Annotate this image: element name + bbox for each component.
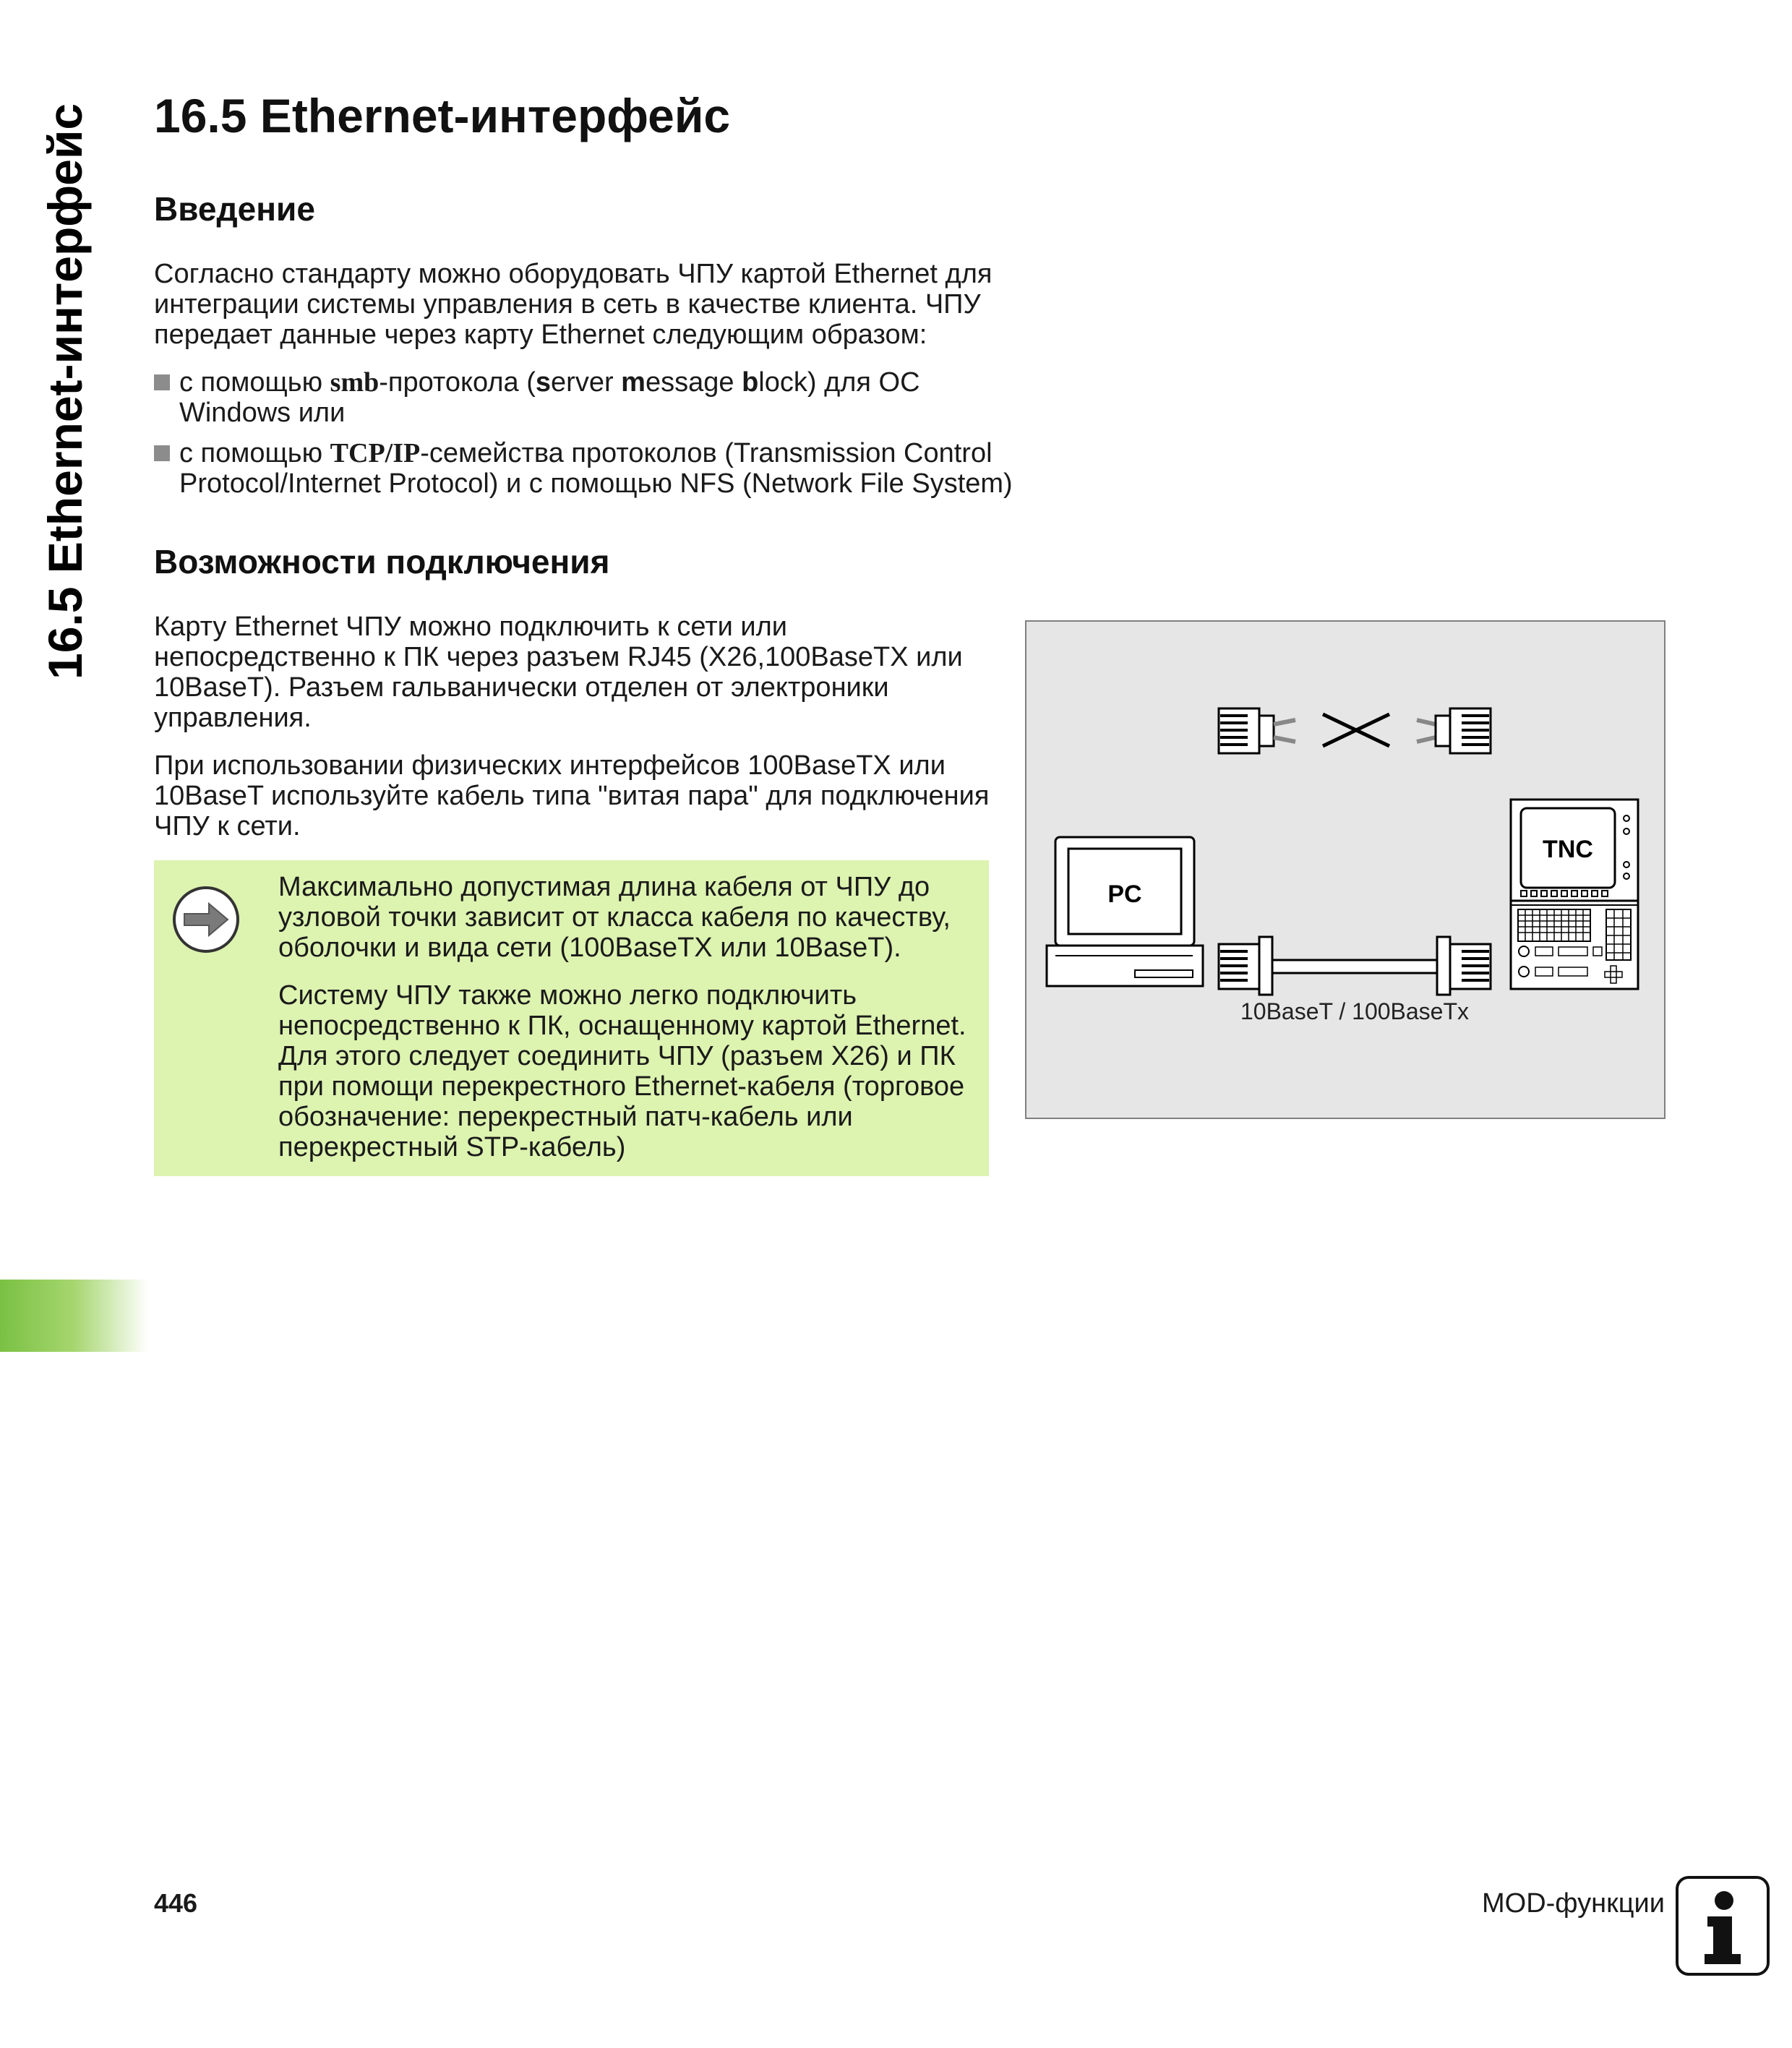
chapter-label: MOD-функции <box>1482 1888 1665 1919</box>
text-fragment: -протокола ( <box>379 367 536 398</box>
intro-heading: Введение <box>154 190 315 228</box>
emphasis: s <box>535 367 552 398</box>
text-line: Согласно стандарту можно оборудовать ЧПУ картой Ethernet для <box>154 259 993 289</box>
chapter-tab-marker <box>0 1280 148 1352</box>
connection-diagram <box>1026 622 1667 1121</box>
connect-paragraph-2 <box>154 750 1007 841</box>
cable-label: 10BaseT / 100BaseTx <box>1240 998 1470 1024</box>
bullet-square-icon <box>154 374 170 390</box>
text-line: Систему ЧПУ также можно легко подключить <box>278 980 857 1011</box>
text-fragment: erver <box>551 367 622 398</box>
note-paragraph-2 <box>278 980 972 1162</box>
text-line: оболочки и вида сети (100BaseTX или 10BaseT). <box>278 933 901 963</box>
note-paragraph-1 <box>278 872 972 963</box>
tnc-label: TNC <box>1543 836 1593 863</box>
text-line: Protocol/Internet Protocol) и с помощью NFS (Network File System) <box>179 468 1013 499</box>
text-line: 10BaseT). Разъем гальванически отделен от электроники <box>154 672 889 703</box>
network-cable <box>1272 960 1437 973</box>
text-line: Для этого следует соединить ЧПУ (разъем X26) и ПК <box>278 1041 956 1071</box>
text-line: при помощи перекрестного Ethernet-кабеля (торговое <box>278 1071 965 1102</box>
text-line: При использовании физических интерфейсов 100BaseTX или <box>154 750 946 781</box>
rj45-tnc-connector-icon <box>1437 937 1491 995</box>
text-line: обозначение: перекрестный патч-кабель или <box>278 1102 853 1132</box>
text-line: ЧПУ к сети. <box>154 811 301 841</box>
text-line: непосредственно к ПК, оснащенному картой Ethernet. <box>278 1011 966 1041</box>
text-line <box>179 367 1032 398</box>
text-line: управления. <box>154 703 312 733</box>
text-fragment: с помощью <box>179 367 330 398</box>
connect-paragraph-1 <box>154 612 1007 733</box>
text-line: Максимально допустимая длина кабеля от ЧПУ до <box>278 872 930 902</box>
crossover-icon <box>1323 714 1389 746</box>
rj45-left-connector-icon <box>1219 708 1295 753</box>
arrow-right-icon <box>171 885 241 954</box>
rj45-right-connector-icon <box>1417 708 1491 753</box>
connect-heading: Возможности подключения <box>154 543 610 580</box>
rj45-pc-connector-icon <box>1219 937 1272 995</box>
keyword: smb <box>330 367 380 398</box>
text-line: 10BaseT используйте кабель типа "витая пара" для подключения <box>154 781 990 811</box>
text-line: Windows или <box>179 398 346 428</box>
keyword: TCP/IP <box>330 438 421 468</box>
text-fragment: -семейства протоколов (Transmission Control <box>420 438 993 468</box>
text-line: непосредственно к ПК через разъем RJ45 (X26,100BaseTX или <box>154 642 963 672</box>
bullet-square-icon <box>154 445 170 461</box>
pc-label: PC <box>1107 881 1142 908</box>
emphasis: b <box>742 367 759 398</box>
page-title: 16.5 Ethernet-интерфейс <box>154 89 731 142</box>
network-connection-figure <box>1025 620 1665 1119</box>
side-chapter-title: 16.5 Ethernet-интерфейс <box>38 103 92 680</box>
info-icon <box>1676 1876 1770 1976</box>
text-fragment: lock) для ОС <box>758 367 920 398</box>
text-line: передает данные через карту Ethernet следующим образом: <box>154 320 927 350</box>
text-line: Карту Ethernet ЧПУ можно подключить к сети или <box>154 612 788 642</box>
info-glyph <box>1679 1879 1767 1973</box>
tnc-control-icon <box>1511 800 1638 989</box>
text-line: перекрестный STP-кабель) <box>278 1132 626 1162</box>
text-fragment: с помощью <box>179 438 330 468</box>
text-line: узловой точки зависит от класса кабеля по качеству, <box>278 902 951 933</box>
pc-computer-icon <box>1047 837 1203 986</box>
text-fragment: essage <box>645 367 742 398</box>
text-line: интеграции системы управления в сеть в качестве клиента. ЧПУ <box>154 289 981 320</box>
page-number: 446 <box>154 1888 198 1918</box>
intro-paragraph <box>154 259 1007 350</box>
emphasis: m <box>621 367 646 398</box>
text-line <box>179 438 1032 468</box>
note-box <box>154 860 989 1176</box>
